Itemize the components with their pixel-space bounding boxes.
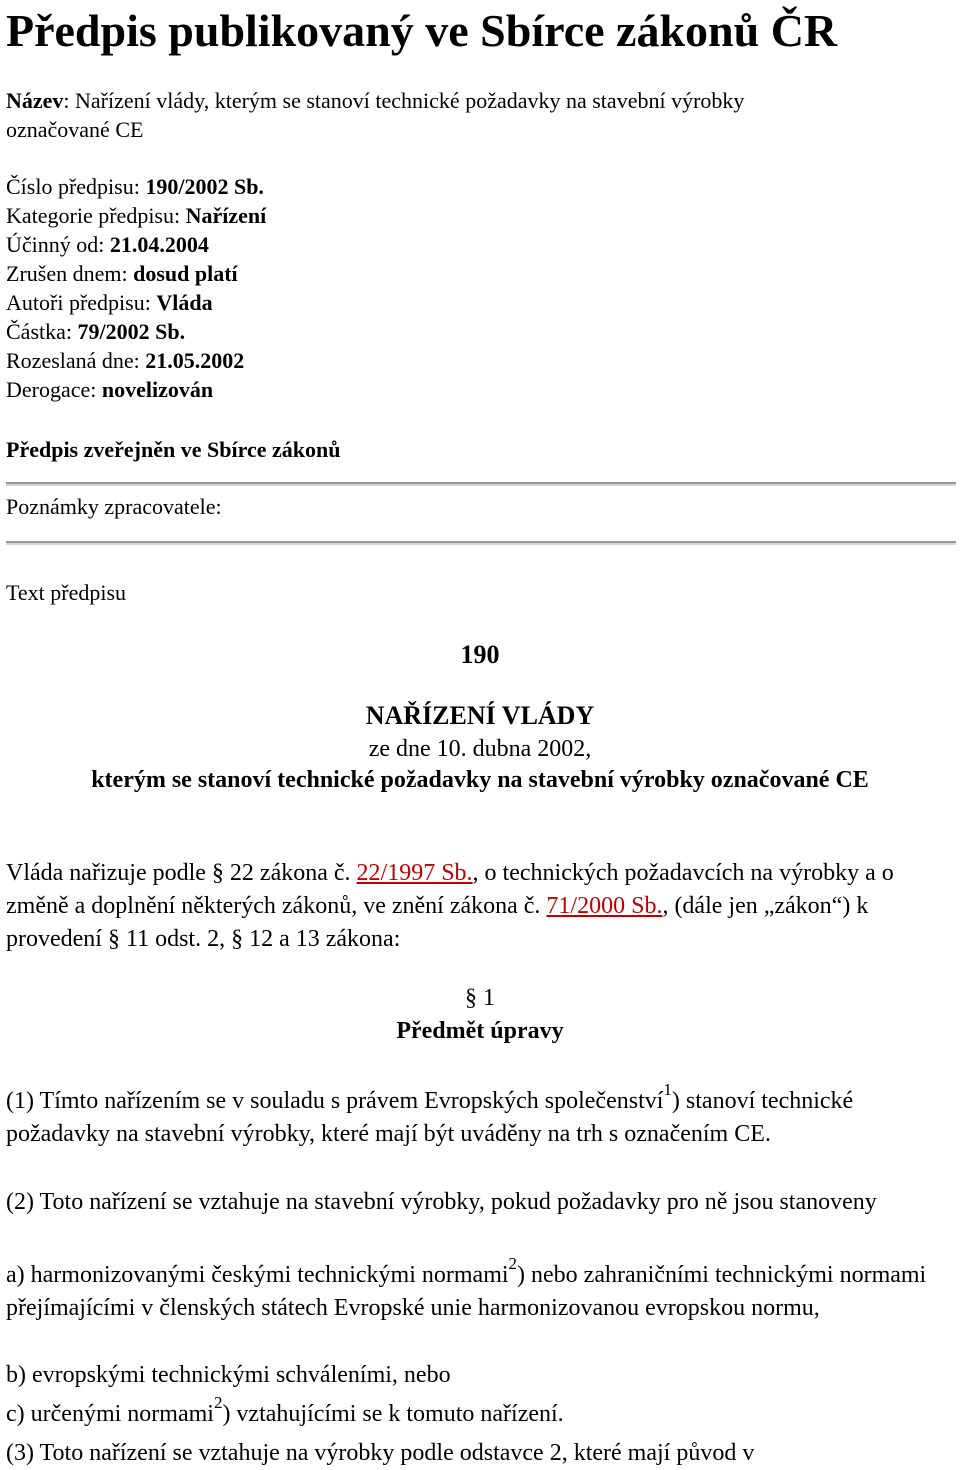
law-link-22-1997[interactable]: 22/1997 Sb. [356, 860, 473, 886]
published-heading: Předpis zveřejněn ve Sbírce zákonů [6, 437, 341, 462]
intro-paragraph: Vláda nařizuje podle § 22 zákona č. 22/1997 Sb., o technických požadavcích na výrobky a o změně a doplnění některých zákonů, ve znění zákona č. 71/2000 Sb., (dále jen „zákon“) k provedení § 11 odst. 2, § 12 a 13 zákona: [6, 860, 894, 952]
name-value: : Nařízení vlády, kterým se stanoví technické požadavky na stavební výrobky [63, 88, 745, 113]
section-title: Předmět úpravy [396, 1018, 564, 1044]
meta-authors [6, 288, 266, 317]
meta-issue [6, 317, 266, 346]
meta-label: Rozeslaná dne: [6, 348, 146, 373]
document-number: 190 [460, 640, 500, 669]
regulation-name [6, 86, 744, 144]
meta-label: Částka: [6, 319, 78, 344]
name-label: Název [6, 88, 64, 113]
paragraph-3: (3) Toto nařízení se vztahuje na výrobky podle odstavce 2, které mají původ v [6, 1440, 755, 1466]
meta-label: Derogace: [6, 377, 102, 402]
meta-value: dosud platí [133, 261, 238, 286]
meta-label: Číslo předpisu: [6, 174, 146, 199]
paragraph-2: (2) Toto nařízení se vztahuje na stavební výrobky, pokud požadavky pro ně jsou stanoveny [6, 1189, 877, 1215]
meta-distributed [6, 346, 266, 375]
list-item-b: b) evropskými technickými schváleními, nebo [6, 1362, 451, 1388]
document-type: NAŘÍZENÍ VLÁDY [365, 701, 595, 730]
name-value-cont: označované CE [6, 117, 144, 142]
meta-value: 21.04.2004 [109, 232, 209, 257]
page-title: Předpis publikovaný ve Sbírce zákonů ČR [6, 5, 838, 56]
meta-label: Účinný od: [6, 232, 110, 257]
meta-label: Zrušen dnem: [6, 261, 134, 286]
section-number: § 1 [465, 985, 495, 1011]
meta-value: novelizován [101, 377, 214, 402]
footnote-ref: 1 [663, 1080, 672, 1099]
divider [6, 482, 956, 486]
meta-label: Autoři předpisu: [6, 290, 157, 315]
divider [6, 541, 956, 545]
notes-label: Poznámky zpracovatele: [6, 494, 222, 519]
paragraph-1: (1) Tímto nařízením se v souladu s právem Evropských společenství$^1$) stanoví technické požadavky na stavební výrobky, které mají být uváděny na trh s označením CE. [6, 1080, 854, 1147]
meta-value: Nařízení [185, 203, 267, 228]
text-label: Text předpisu [6, 580, 127, 605]
meta-value: 79/2002 Sb. [77, 319, 186, 344]
list-item-c: c) určenými normami$^2$) vztahujícími se k tomuto nařízení. [6, 1393, 564, 1427]
footnote-ref: 2 [213, 1393, 223, 1412]
meta-repealed [6, 259, 266, 288]
meta-value: 21.05.2002 [145, 348, 245, 373]
law-link-71-2000[interactable]: 71/2000 Sb. [546, 893, 663, 919]
list-item-a: a) harmonizovanými českými technickými normami$^2$) nebo zahraničními technickými normami přejímajícími v členských státech Evropské unie harmonizovanou evropskou normu, [6, 1254, 927, 1321]
document-date: ze dne 10. dubna 2002, [368, 736, 592, 762]
meta-category [6, 201, 266, 230]
meta-label: Kategorie předpisu: [6, 203, 186, 228]
meta-derogation [6, 375, 266, 404]
meta-number [6, 172, 266, 201]
document-subtitle: kterým se stanoví technické požadavky na stavební výrobky označované CE [91, 767, 869, 793]
meta-effective [6, 230, 266, 259]
meta-value: Vláda [156, 290, 213, 315]
metadata-list [6, 172, 266, 404]
meta-value: 190/2002 Sb. [145, 174, 264, 199]
footnote-ref: 2 [508, 1254, 518, 1273]
